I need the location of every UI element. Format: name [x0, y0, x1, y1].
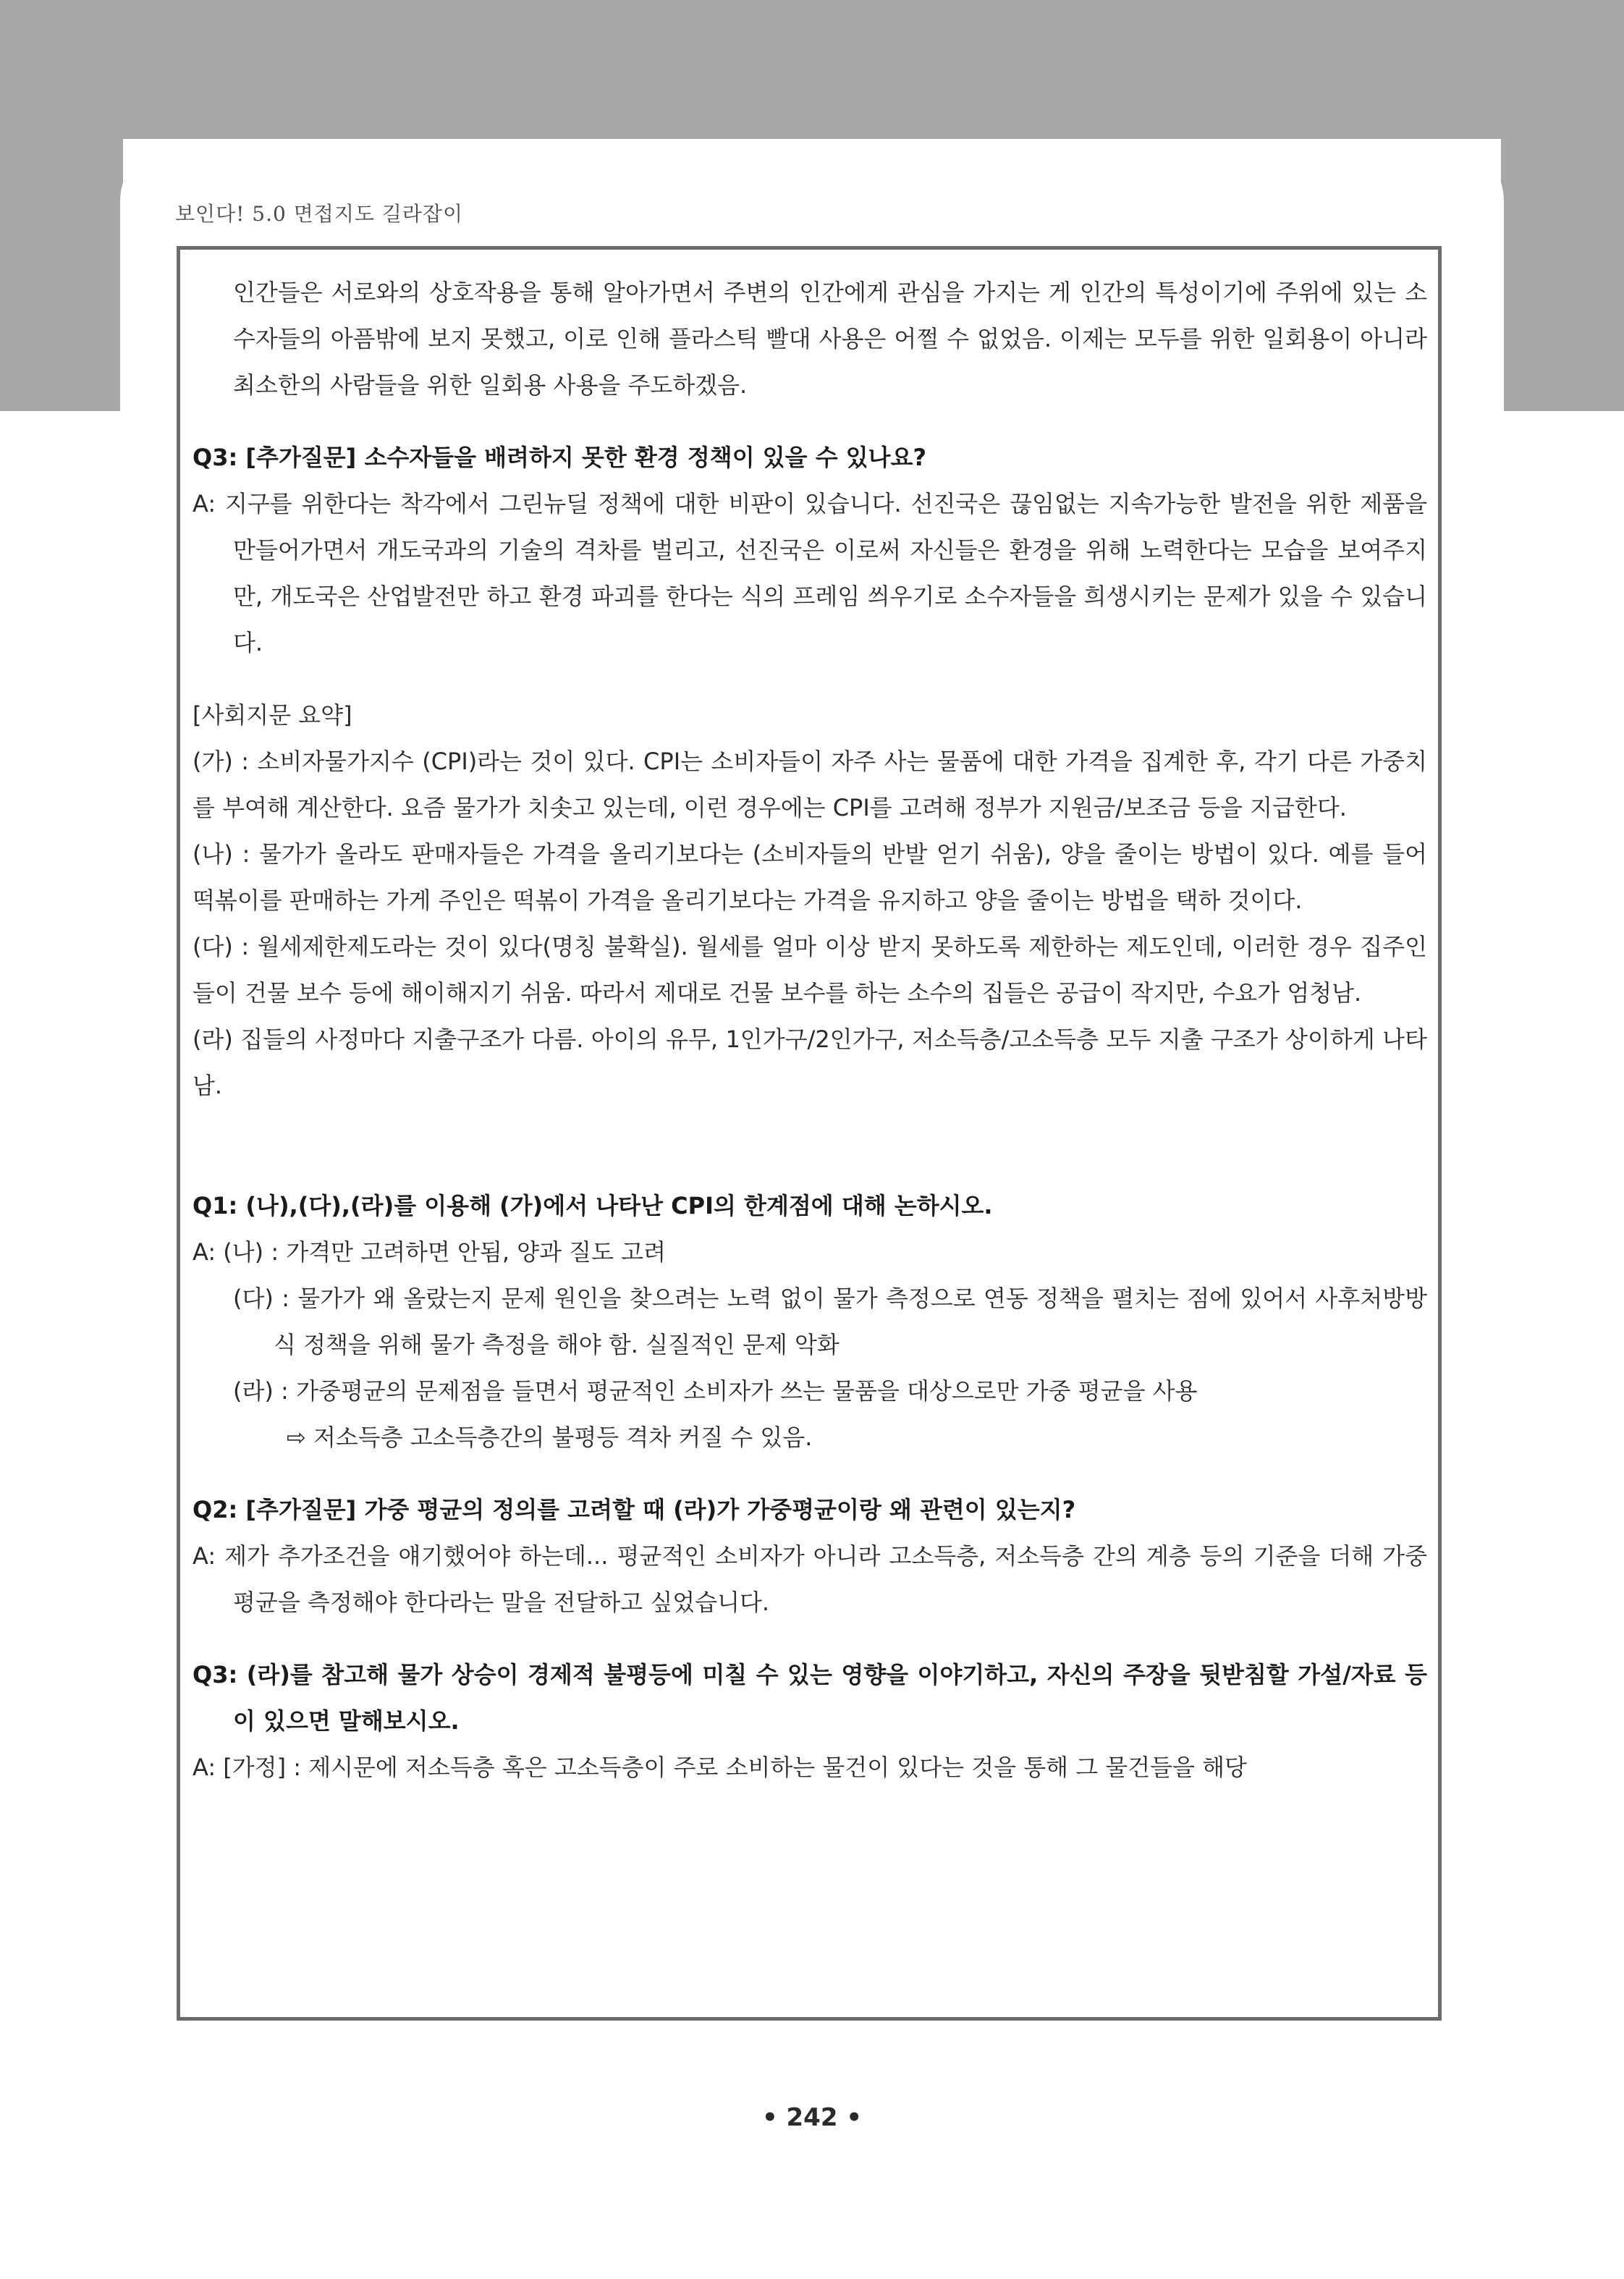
question-heading: Q2: [추가질문] 가중 평균의 정의를 고려할 때 (라)가 가중평균이랑 왜 관련이 있는지? — [193, 1496, 1076, 1523]
paragraph: A: [가정] : 제시문에 저소득층 혹은 고소득층이 주로 소비하는 물건이 있다는 것을 통해 그 물건들을 해당 — [193, 1754, 1247, 1781]
paragraph: A: 제가 추가조건을 얘기했어야 하는데... 평균적인 소비자가 아니라 고소득층, 저소득층 간의 계층 등의 기준을 더해 가중 평균을 측정해야 한다라는 말을 전달하고 싶었습니다. — [193, 1542, 1427, 1616]
paragraph: A: 지구를 위한다는 착각에서 그린뉴딜 정책에 대한 비판이 있습니다. 선진국은 끊임없는 지속가능한 발전을 위한 제품을 만들어가면서 개도국과의 기술의 격차를 벌리고, 선진국은 이로써 자신들은 환경을 위해 노력한다는 모습을 보여주지만, 개도국은 산업발전만 하고 환경 파괴를 한다는 식의 프레임 씌우기로 소수자들을 희생시키는 문제가 있을 수 있습니다. — [193, 490, 1427, 656]
top-gray-band — [0, 0, 1624, 139]
question-heading: Q1: (나),(다),(라)를 이용해 (가)에서 나타난 CPI의 한계점에 대해 논하시오. — [193, 1192, 993, 1219]
spacer — [193, 1460, 1427, 1487]
running-title: 보인다! 5.0 면접지도 길라잡이 — [175, 202, 464, 226]
question-heading: Q3: [추가질문] 소수자들을 배려하지 못한 환경 정책이 있을 수 있나요? — [193, 444, 927, 471]
paragraph: 인간들은 서로와의 상호작용을 통해 알아가면서 주변의 인간에게 관심을 가지는 게 인간의 특성이기에 주위에 있는 소수자들의 아픔밖에 보지 못했고, 이로 인해 플라스틱 빨대 사용은 어쩔 수 없었음. 이제는 모두를 위한 일회용이 아니라 최소한의 사람들을 위한 일회용 사용을 주도하겠음. — [233, 279, 1427, 399]
right-gray-strip — [1501, 397, 1624, 411]
paragraph: ⇨ 저소득층 고소득층간의 불평등 격차 커질 수 있음. — [287, 1424, 813, 1451]
left-gray-strip — [0, 397, 123, 411]
paragraph: (다) : 월세제한제도라는 것이 있다(명칭 불확실). 월세를 얼마 이상 받지 못하도록 제한하는 제도인데, 이러한 경우 집주인들이 건물 보수 등에 해이해지기 쉬움. 따라서 제대로 건물 보수를 하는 소수의 집들은 공급이 작지만, 수요가 엄청남. — [193, 933, 1427, 1007]
page-number: • 242 • — [761, 2103, 863, 2132]
spacer — [193, 666, 1427, 692]
paragraph: A: (나) : 가격만 고려하면 안됨, 양과 질도 고려 — [193, 1238, 666, 1266]
paragraph: (다) : 물가가 왜 올랐는지 문제 원인을 찾으려는 노력 없이 물가 측정으로 연동 정책을 펼치는 점에 있어서 사후처방방식 정책을 위해 물가 측정을 해야 함. 실질적인 문제 악화 — [233, 1285, 1427, 1358]
paragraph: [사회지문 요약] — [193, 701, 352, 729]
paragraph: (라) : 가중평균의 문제점을 들면서 평균적인 소비자가 쓰는 물품을 대상으로만 가중 평균을 사용 — [233, 1377, 1198, 1405]
document-body — [193, 269, 1427, 1790]
paragraph: (라) 집들의 사정마다 지출구조가 다름. 아이의 유무, 1인가구/2인가구, 저소득층/고소득층 모두 지출 구조가 상이하게 나타남. — [193, 1026, 1427, 1099]
spacer — [193, 408, 1427, 434]
question-heading: Q3: (라)를 참고해 물가 상승이 경제적 불평등에 미칠 수 있는 영향을 이야기하고, 자신의 주장을 뒷받침할 가설/자료 등이 있으면 말해보시오. — [193, 1661, 1427, 1735]
left-gray-margin — [0, 139, 123, 408]
spacer — [193, 1109, 1427, 1183]
right-gray-margin — [1501, 139, 1624, 408]
spacer — [193, 1625, 1427, 1652]
paragraph: (가) : 소비자물가지수 (CPI)라는 것이 있다. CPI는 소비자들이 자주 사는 물품에 대한 가격을 집계한 후, 각기 다른 가중치를 부여해 계산한다. 요즘 물가가 치솟고 있는데, 이런 경우에는 CPI를 고려해 정부가 지원금/보조금 등을 지급한다. — [193, 748, 1427, 821]
paragraph: (나) : 물가가 올라도 판매자들은 가격을 올리기보다는 (소비자들의 반발 얻기 쉬움), 양을 줄이는 방법이 있다. 예를 들어 떡볶이를 판매하는 가게 주인은 떡볶이 가격을 올리기보다는 가격을 유지하고 양을 줄이는 방법을 택하 것이다. — [193, 840, 1427, 914]
